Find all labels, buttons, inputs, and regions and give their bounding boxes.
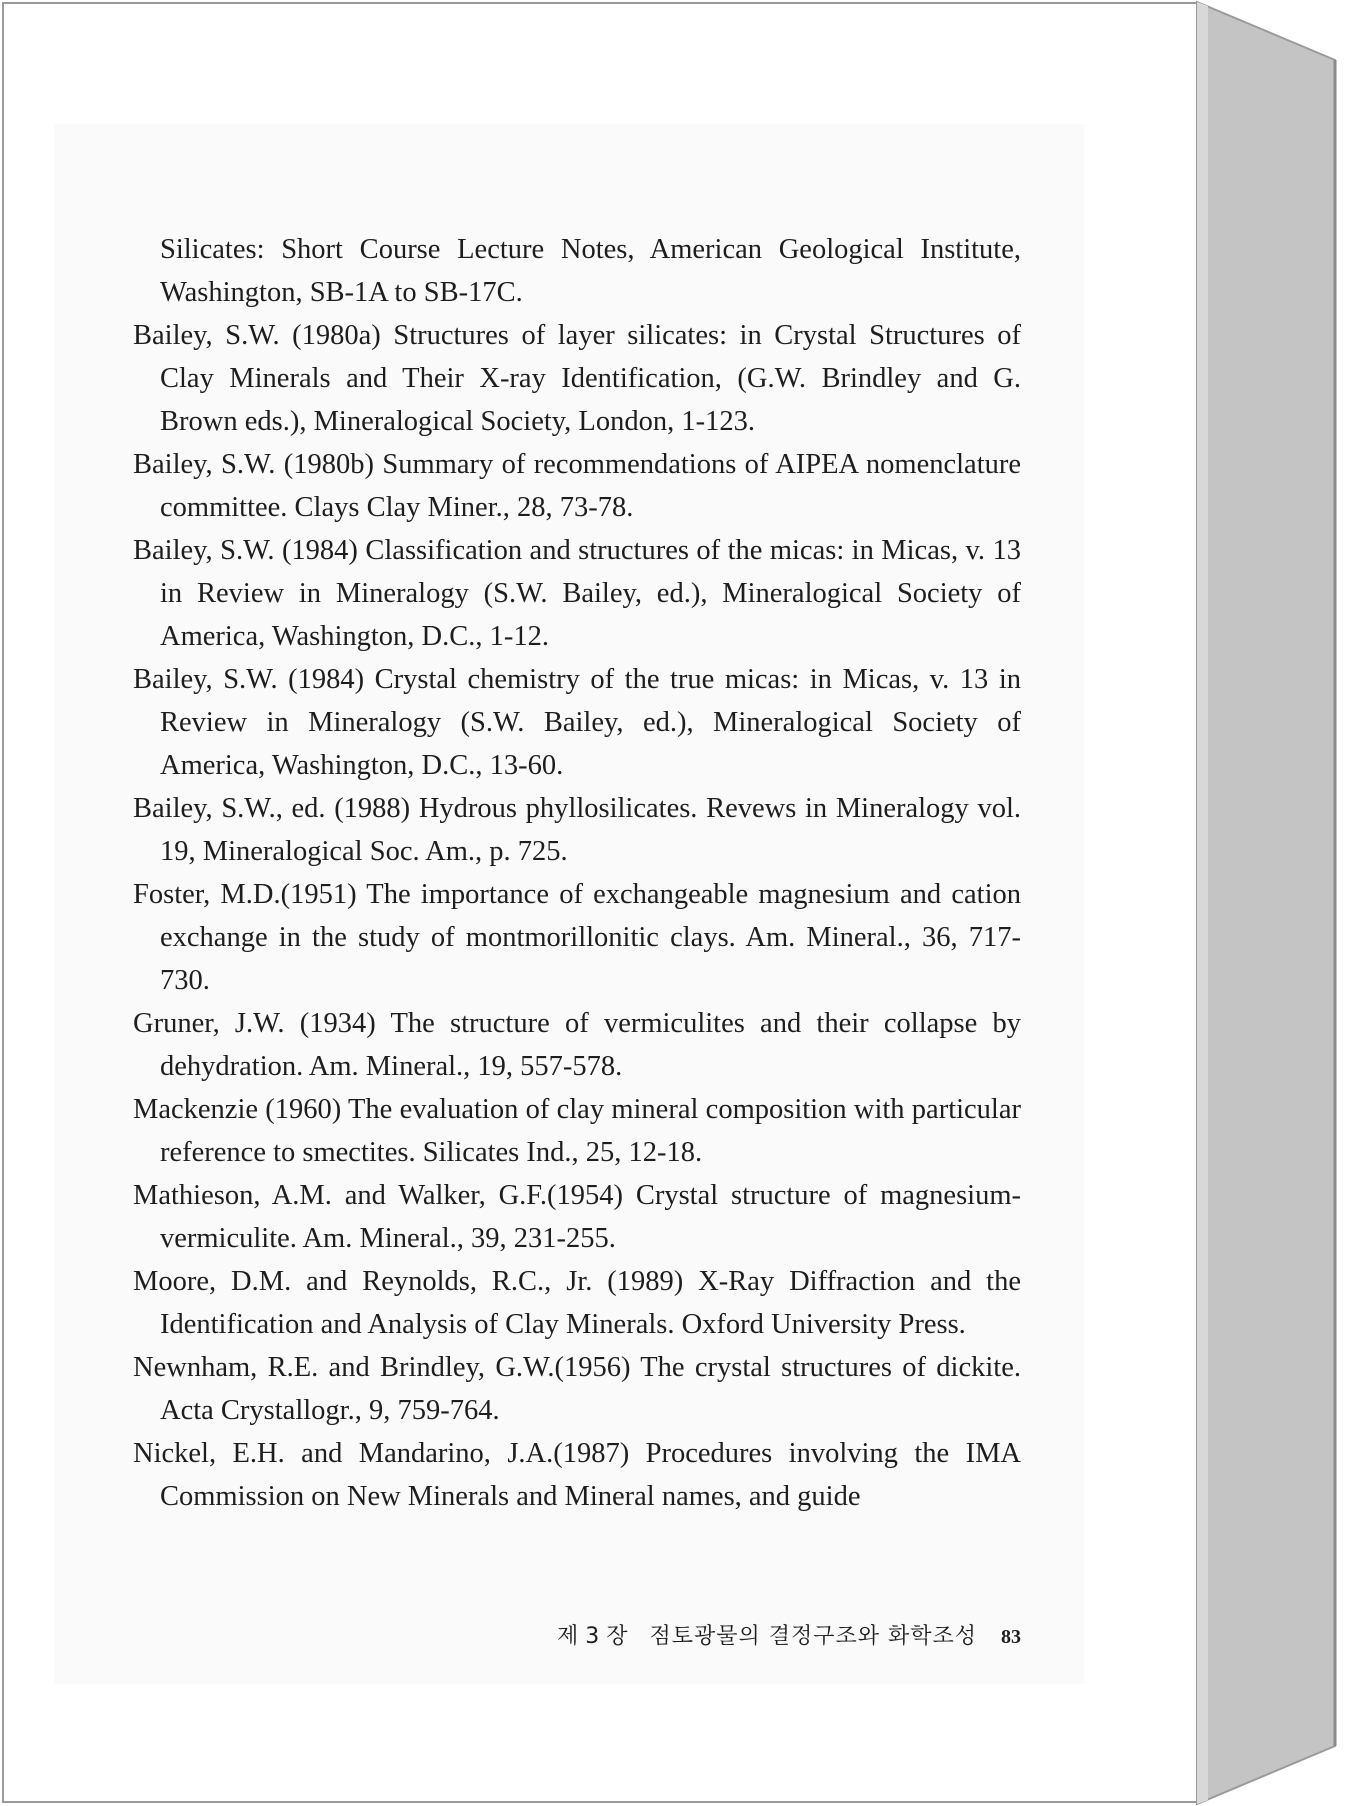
reference-entry: Moore, D.M. and Reynolds, R.C., Jr. (1989) X-Ray Diffraction and the Identification and Analysis of Clay Minerals. Oxford University Press.: [133, 1266, 1021, 1340]
reference-entry: Silicates: Short Course Lecture Notes, American Geological Institute, Washington, SB-1A to SB-17C.: [160, 234, 1021, 308]
reference-entry: Nickel, E.H. and Mandarino, J.A.(1987) Procedures involving the IMA Commission on New Minerals and Mineral names, and guide: [133, 1438, 1021, 1512]
reference-entry: Foster, M.D.(1951) The importance of exchangeable magnesium and cation exchange in the study of montmorillonitic clays. Am. Mineral., 36, 717-730.: [133, 879, 1021, 996]
reference-entry: Bailey, S.W. (1984) Crystal chemistry of the true micas: in Micas, v. 13 in Review in Mineralogy (S.W. Bailey, ed.), Mineralogical Society of America, Washington, D.C., 13-60.: [133, 664, 1021, 781]
reference-entry: Mackenzie (1960) The evaluation of clay mineral composition with particular reference to smectites. Silicates Ind., 25, 12-18.: [133, 1094, 1021, 1168]
reference-entry: Mathieson, A.M. and Walker, G.F.(1954) Crystal structure of magnesium-vermiculite. Am. Mineral., 39, 231-255.: [133, 1180, 1021, 1254]
reference-entry: Gruner, J.W. (1934) The structure of vermiculites and their collapse by dehydration. Am. Mineral., 19, 557-578.: [133, 1008, 1021, 1082]
running-footer: [557, 1619, 1021, 1650]
reference-entry: Newnham, R.E. and Brindley, G.W.(1956) The crystal structures of dickite. Acta Crystallogr., 9, 759-764.: [133, 1352, 1021, 1426]
reference-entry: Bailey, S.W. (1984) Classification and structures of the micas: in Micas, v. 13 in Review in Mineralogy (S.W. Bailey, ed.), Mineralogical Society of America, Washington, D.C., 1-12.: [133, 535, 1021, 652]
reference-entry: Bailey, S.W. (1980a) Structures of layer silicates: in Crystal Structures of Clay Minerals and Their X-ray Identification, (G.W. Brindley and G. Brown eds.), Mineralogical Society, London, 1-123.: [133, 320, 1021, 437]
reference-list: [133, 228, 1021, 1518]
reference-entry: Bailey, S.W., ed. (1988) Hydrous phyllosilicates. Revews in Mineralogy vol. 19, Mineralogical Soc. Am., p. 725.: [133, 793, 1021, 867]
reference-entry: Bailey, S.W. (1980b) Summary of recommendations of AIPEA nomenclature committee. Clays Clay Miner., 28, 73-78.: [133, 449, 1021, 523]
chapter-label: 제 3 장: [556, 1624, 628, 1649]
page-number: 83: [1001, 1626, 1021, 1648]
chapter-title: 점토광물의 결정구조와 화학조성: [649, 1624, 977, 1649]
